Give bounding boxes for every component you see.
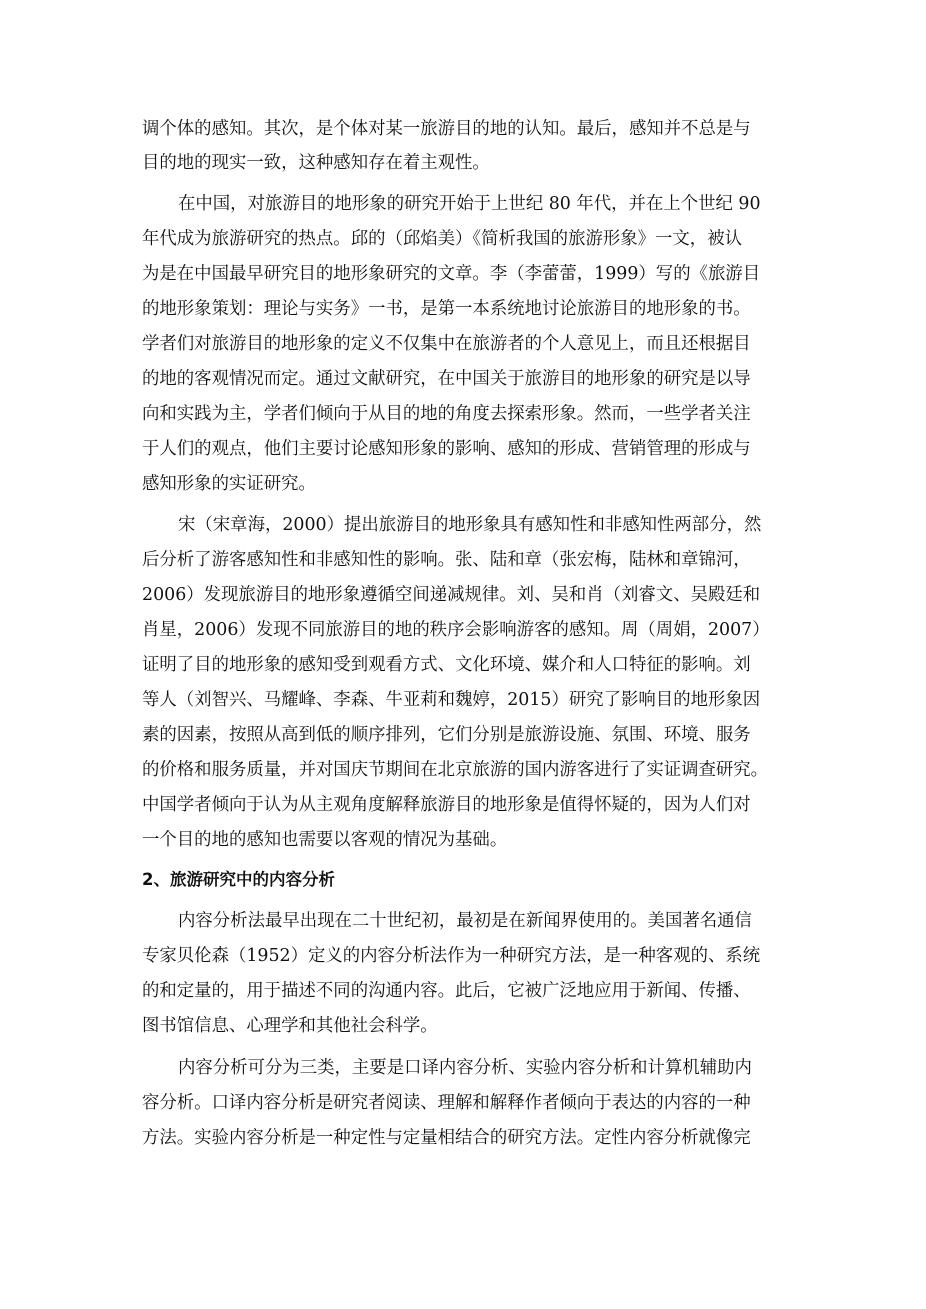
- text-line: 宋（宋章海，2000）提出旅游目的地形象具有感知性和非感知性两部分，然: [178, 515, 762, 535]
- text-line: 感知形象的实证研究。: [142, 474, 316, 494]
- text-line: 方法。实验内容分析是一种定性与定量相结合的研究方法。定性内容分析就像完: [142, 1128, 751, 1148]
- text-line: 学者们对旅游目的地形象的定义不仅集中在旅游者的个人意见上，而且还根据目: [142, 334, 751, 354]
- text-line: 图书馆信息、心理学和其他社会科学。: [142, 1016, 438, 1036]
- text-line: 调个体的感知。其次，是个体对某一旅游目的地的认知。最后，感知并不总是与: [142, 119, 751, 139]
- text-line: 等人（刘智兴、马耀峰、李森、牛亚莉和魏婷，2015）研究了影响目的地形象因: [142, 690, 761, 710]
- text-line: 内容分析法最早出现在二十世纪初，最初是在新闻界使用的。美国著名通信: [178, 911, 752, 931]
- text-line: 内容分析可分为三类，主要是口译内容分析、实验内容分析和计算机辅助内: [178, 1058, 752, 1078]
- text-line: 向和实践为主，学者们倾向于从目的地的角度去探索形象。然而，一些学者关注: [142, 404, 751, 424]
- text-line: 容分析。口译内容分析是研究者阅读、理解和解释作者倾向于表达的内容的一种: [142, 1093, 751, 1113]
- text-line: 的地的客观情况而定。通过文献研究，在中国关于旅游目的地形象的研究是以导: [142, 369, 751, 389]
- text-line: 肖星，2006）发现不同旅游目的地的秩序会影响游客的感知。周（周娟，2007）: [142, 620, 770, 640]
- text-line: 专家贝伦森（1952）定义的内容分析法作为一种研究方法，是一种客观的、系统: [142, 946, 761, 966]
- text-line: 2006）发现旅游目的地形象遵循空间递减规律。刘、吴和肖（刘睿文、吴殿廷和: [142, 585, 761, 605]
- text-line: 素的因素，按照从高到低的顺序排列，它们分别是旅游设施、氛围、环境、服务: [142, 725, 751, 745]
- text-line: 中国学者倾向于认为从主观角度解释旅游目的地形象是值得怀疑的，因为人们对: [142, 795, 751, 815]
- text-line: 的地形象策划：理论与实务》一书，是第一本系统地讨论旅游目的地形象的书。: [142, 299, 751, 319]
- text-line: 年代成为旅游研究的热点。邱的（邱焰美）《简析我国的旅游形象》一文，被认: [142, 229, 742, 249]
- text-line: 在中国，对旅游目的地形象的研究开始于上世纪 80 年代，并在上个世纪 90: [178, 194, 761, 214]
- text-line: 证明了目的地形象的感知受到观看方式、文化环境、媒介和人口特征的影响。刘: [142, 655, 751, 675]
- text-line: 的价格和服务质量，并对国庆节期间在北京旅游的国内游客进行了实证调查研究。: [142, 760, 769, 780]
- text-line: 为是在中国最早研究目的地形象研究的文章。李（李蕾蕾，1999）写的《旅游目: [142, 264, 761, 284]
- text-line: 一个目的地的感知也需要以客观的情况为基础。: [142, 830, 508, 850]
- text-line: 的和定量的，用于描述不同的沟通内容。此后，它被广泛地应用于新闻、传播、: [142, 981, 751, 1001]
- text-line: 于人们的观点，他们主要讨论感知形象的影响、感知的形成、营销管理的形成与: [142, 439, 751, 459]
- text-line: 目的地的现实一致，这种感知存在着主观性。: [142, 153, 490, 173]
- section-heading: 2、旅游研究中的内容分析: [142, 870, 335, 889]
- text-line: 后分析了游客感知性和非感知性的影响。张、陆和章（张宏梅，陆林和章锦河，: [142, 550, 751, 570]
